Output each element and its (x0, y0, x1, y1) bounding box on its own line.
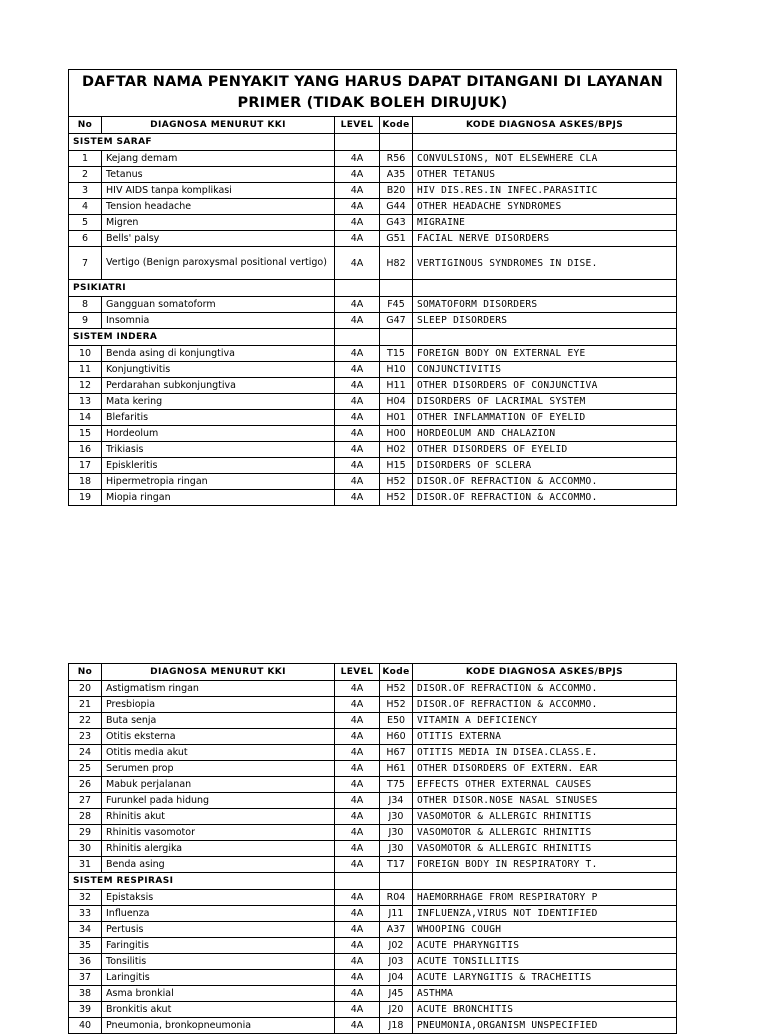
header-desc: KODE DIAGNOSA ASKES/BPJS (413, 664, 677, 681)
empty-cell (335, 329, 380, 346)
level-cell: 4A (335, 151, 380, 167)
level-cell: 4A (335, 297, 380, 313)
diagnosis-cell: Epistaksis (102, 890, 335, 906)
level-cell: 4A (335, 938, 380, 954)
row-number: 38 (69, 986, 102, 1002)
code-description-cell: VASOMOTOR & ALLERGIC RHINITIS (413, 809, 677, 825)
code-cell: J11 (380, 906, 413, 922)
code-description-cell: VASOMOTOR & ALLERGIC RHINITIS (413, 841, 677, 857)
table-row (69, 346, 677, 362)
code-description-cell: DISOR.OF REFRACTION & ACCOMMO. (413, 490, 677, 506)
level-cell: 4A (335, 199, 380, 215)
header-desc: KODE DIAGNOSA ASKES/BPJS (413, 117, 677, 134)
diagnosis-cell: Bells' palsy (102, 231, 335, 247)
row-number: 20 (69, 681, 102, 697)
table-row (69, 922, 677, 938)
code-description-cell: OTHER DISORDERS OF CONJUNCTIVA (413, 378, 677, 394)
table-row (69, 199, 677, 215)
diagnosis-cell: Episkleritis (102, 458, 335, 474)
row-number: 36 (69, 954, 102, 970)
level-cell: 4A (335, 313, 380, 329)
diagnosis-cell: Influenza (102, 906, 335, 922)
code-cell: H00 (380, 426, 413, 442)
level-cell: 4A (335, 713, 380, 729)
diagnosis-cell: Presbiopia (102, 697, 335, 713)
code-cell: J45 (380, 986, 413, 1002)
diagnosis-cell: Pertusis (102, 922, 335, 938)
row-number: 10 (69, 346, 102, 362)
row-number: 11 (69, 362, 102, 378)
section-row (69, 873, 677, 890)
diagnosis-cell: Hipermetropia ringan (102, 474, 335, 490)
table-row (69, 793, 677, 809)
table-row (69, 215, 677, 231)
diagnosis-cell: Insomnia (102, 313, 335, 329)
table-row (69, 825, 677, 841)
code-cell: H10 (380, 362, 413, 378)
code-description-cell: DISOR.OF REFRACTION & ACCOMMO. (413, 681, 677, 697)
header-level: LEVEL (335, 117, 380, 134)
diagnosis-cell: HIV AIDS tanpa komplikasi (102, 183, 335, 199)
code-cell: T17 (380, 857, 413, 873)
code-cell: H61 (380, 761, 413, 777)
code-description-cell: OTITIS MEDIA IN DISEA.CLASS.E. (413, 745, 677, 761)
table-row (69, 761, 677, 777)
code-cell: H52 (380, 474, 413, 490)
code-cell: J18 (380, 1018, 413, 1034)
code-description-cell: FOREIGN BODY IN RESPIRATORY T. (413, 857, 677, 873)
row-number: 6 (69, 231, 102, 247)
code-cell: G43 (380, 215, 413, 231)
code-description-cell: CONVULSIONS, NOT ELSEWHERE CLA (413, 151, 677, 167)
table-row (69, 1002, 677, 1018)
disease-table-2 (68, 663, 677, 1034)
empty-cell (380, 280, 413, 297)
code-description-cell: OTHER INFLAMMATION OF EYELID (413, 410, 677, 426)
code-cell: A35 (380, 167, 413, 183)
empty-cell (413, 280, 677, 297)
table-row (69, 151, 677, 167)
row-number: 26 (69, 777, 102, 793)
code-description-cell: HAEMORRHAGE FROM RESPIRATORY P (413, 890, 677, 906)
diagnosis-cell: Hordeolum (102, 426, 335, 442)
level-cell: 4A (335, 247, 380, 280)
table-row (69, 378, 677, 394)
code-cell: J34 (380, 793, 413, 809)
empty-cell (335, 134, 380, 151)
level-cell: 4A (335, 825, 380, 841)
header-no: No (69, 664, 102, 681)
code-description-cell: MIGRAINE (413, 215, 677, 231)
row-number: 14 (69, 410, 102, 426)
table-row (69, 777, 677, 793)
table-row (69, 890, 677, 906)
code-description-cell: OTHER TETANUS (413, 167, 677, 183)
code-cell: H15 (380, 458, 413, 474)
code-description-cell: SOMATOFORM DISORDERS (413, 297, 677, 313)
row-number: 29 (69, 825, 102, 841)
row-number: 35 (69, 938, 102, 954)
table-row (69, 297, 677, 313)
section-row (69, 280, 677, 297)
table-row (69, 809, 677, 825)
empty-cell (380, 134, 413, 151)
empty-cell (335, 280, 380, 297)
level-cell: 4A (335, 906, 380, 922)
code-description-cell: FOREIGN BODY ON EXTERNAL EYE (413, 346, 677, 362)
level-cell: 4A (335, 346, 380, 362)
diagnosis-cell: Benda asing (102, 857, 335, 873)
diagnosis-cell: Benda asing di konjungtiva (102, 346, 335, 362)
row-number: 1 (69, 151, 102, 167)
code-description-cell: DISOR.OF REFRACTION & ACCOMMO. (413, 474, 677, 490)
header-level: LEVEL (335, 664, 380, 681)
level-cell: 4A (335, 890, 380, 906)
code-description-cell: ACUTE PHARYNGITIS (413, 938, 677, 954)
table-row (69, 167, 677, 183)
level-cell: 4A (335, 922, 380, 938)
code-cell: H52 (380, 681, 413, 697)
code-description-cell: OTITIS EXTERNA (413, 729, 677, 745)
code-cell: H52 (380, 697, 413, 713)
code-description-cell: HIV DIS.RES.IN INFEC.PARASITIC (413, 183, 677, 199)
row-number: 25 (69, 761, 102, 777)
table-row (69, 474, 677, 490)
code-description-cell: OTHER HEADACHE SYNDROMES (413, 199, 677, 215)
row-number: 40 (69, 1018, 102, 1034)
code-cell: H60 (380, 729, 413, 745)
diagnosis-cell: Faringitis (102, 938, 335, 954)
code-description-cell: VERTIGINOUS SYNDROMES IN DISE. (413, 247, 677, 280)
level-cell: 4A (335, 215, 380, 231)
table-row (69, 697, 677, 713)
table-row (69, 183, 677, 199)
code-cell: T75 (380, 777, 413, 793)
diagnosis-cell: Tetanus (102, 167, 335, 183)
diagnosis-cell: Kejang demam (102, 151, 335, 167)
empty-cell (380, 329, 413, 346)
code-cell: H67 (380, 745, 413, 761)
code-cell: A37 (380, 922, 413, 938)
code-description-cell: INFLUENZA,VIRUS NOT IDENTIFIED (413, 906, 677, 922)
row-number: 8 (69, 297, 102, 313)
row-number: 7 (69, 247, 102, 280)
code-cell: J02 (380, 938, 413, 954)
empty-cell (413, 134, 677, 151)
level-cell: 4A (335, 231, 380, 247)
row-number: 39 (69, 1002, 102, 1018)
table-row (69, 231, 677, 247)
code-cell: R56 (380, 151, 413, 167)
header-diagnosis: DIAGNOSA MENURUT KKI (102, 117, 335, 134)
diagnosis-cell: Otitis eksterna (102, 729, 335, 745)
row-number: 5 (69, 215, 102, 231)
code-description-cell: ASTHMA (413, 986, 677, 1002)
header-no: No (69, 117, 102, 134)
row-number: 28 (69, 809, 102, 825)
level-cell: 4A (335, 474, 380, 490)
row-number: 3 (69, 183, 102, 199)
code-cell: G51 (380, 231, 413, 247)
code-cell: F45 (380, 297, 413, 313)
diagnosis-cell: Gangguan somatoform (102, 297, 335, 313)
code-description-cell: WHOOPING COUGH (413, 922, 677, 938)
level-cell: 4A (335, 729, 380, 745)
level-cell: 4A (335, 490, 380, 506)
diagnosis-cell: Mabuk perjalanan (102, 777, 335, 793)
table-row (69, 490, 677, 506)
diagnosis-cell: Otitis media akut (102, 745, 335, 761)
code-description-cell: SLEEP DISORDERS (413, 313, 677, 329)
code-cell: J30 (380, 825, 413, 841)
table-row (69, 713, 677, 729)
level-cell: 4A (335, 442, 380, 458)
level-cell: 4A (335, 793, 380, 809)
diagnosis-cell: Serumen prop (102, 761, 335, 777)
diagnosis-cell: Konjungtivitis (102, 362, 335, 378)
diagnosis-cell: Rhinitis akut (102, 809, 335, 825)
diagnosis-cell: Miopia ringan (102, 490, 335, 506)
header-row (69, 664, 677, 681)
diagnosis-cell: Trikiasis (102, 442, 335, 458)
row-number: 2 (69, 167, 102, 183)
code-description-cell: EFFECTS OTHER EXTERNAL CAUSES (413, 777, 677, 793)
table-row (69, 745, 677, 761)
header-kode: Kode (380, 117, 413, 134)
table-row (69, 426, 677, 442)
diagnosis-cell: Asma bronkial (102, 986, 335, 1002)
row-number: 22 (69, 713, 102, 729)
row-number: 30 (69, 841, 102, 857)
level-cell: 4A (335, 745, 380, 761)
header-kode: Kode (380, 664, 413, 681)
table-row (69, 986, 677, 1002)
diagnosis-cell: Pneumonia, bronkopneumonia (102, 1018, 335, 1034)
section-row (69, 329, 677, 346)
diagnosis-cell: Mata kering (102, 394, 335, 410)
code-cell: H52 (380, 490, 413, 506)
level-cell: 4A (335, 857, 380, 873)
code-cell: H02 (380, 442, 413, 458)
row-number: 4 (69, 199, 102, 215)
level-cell: 4A (335, 809, 380, 825)
table-row (69, 729, 677, 745)
code-description-cell: ACUTE LARYNGITIS & TRACHEITIS (413, 970, 677, 986)
row-number: 37 (69, 970, 102, 986)
code-cell: H04 (380, 394, 413, 410)
diagnosis-cell: Furunkel pada hidung (102, 793, 335, 809)
table-row (69, 906, 677, 922)
diagnosis-cell: Bronkitis akut (102, 1002, 335, 1018)
table-row (69, 313, 677, 329)
code-description-cell: ACUTE TONSILLITIS (413, 954, 677, 970)
code-cell: J20 (380, 1002, 413, 1018)
empty-cell (413, 329, 677, 346)
code-cell: E50 (380, 713, 413, 729)
row-number: 12 (69, 378, 102, 394)
table-row (69, 442, 677, 458)
empty-cell (413, 873, 677, 890)
diagnosis-cell: Rhinitis alergika (102, 841, 335, 857)
diagnosis-cell: Buta senja (102, 713, 335, 729)
code-description-cell: OTHER DISORDERS OF EYELID (413, 442, 677, 458)
code-description-cell: DISORDERS OF SCLERA (413, 458, 677, 474)
code-description-cell: DISORDERS OF LACRIMAL SYSTEM (413, 394, 677, 410)
level-cell: 4A (335, 426, 380, 442)
level-cell: 4A (335, 1002, 380, 1018)
level-cell: 4A (335, 841, 380, 857)
row-number: 33 (69, 906, 102, 922)
level-cell: 4A (335, 167, 380, 183)
section-title: SISTEM RESPIRASI (69, 873, 335, 890)
section-title: PSIKIATRI (69, 280, 335, 297)
row-number: 21 (69, 697, 102, 713)
code-cell: H11 (380, 378, 413, 394)
row-number: 23 (69, 729, 102, 745)
table-row (69, 938, 677, 954)
code-description-cell: VASOMOTOR & ALLERGIC RHINITIS (413, 825, 677, 841)
row-number: 13 (69, 394, 102, 410)
level-cell: 4A (335, 697, 380, 713)
table-row (69, 394, 677, 410)
level-cell: 4A (335, 986, 380, 1002)
empty-cell (335, 873, 380, 890)
diagnosis-cell: Tonsilitis (102, 954, 335, 970)
diagnosis-cell: Migren (102, 215, 335, 231)
header-row (69, 117, 677, 134)
level-cell: 4A (335, 410, 380, 426)
section-title: SISTEM SARAF (69, 134, 335, 151)
level-cell: 4A (335, 458, 380, 474)
level-cell: 4A (335, 183, 380, 199)
code-cell: J30 (380, 809, 413, 825)
code-description-cell: FACIAL NERVE DISORDERS (413, 231, 677, 247)
table-row (69, 954, 677, 970)
level-cell: 4A (335, 681, 380, 697)
level-cell: 4A (335, 362, 380, 378)
empty-cell (380, 873, 413, 890)
diagnosis-cell: Perdarahan subkonjungtiva (102, 378, 335, 394)
diagnosis-cell: Rhinitis vasomotor (102, 825, 335, 841)
section-row (69, 134, 677, 151)
row-number: 18 (69, 474, 102, 490)
code-description-cell: VITAMIN A DEFICIENCY (413, 713, 677, 729)
code-description-cell: ACUTE BRONCHITIS (413, 1002, 677, 1018)
code-cell: H01 (380, 410, 413, 426)
diagnosis-cell: Astigmatism ringan (102, 681, 335, 697)
section-title: SISTEM INDERA (69, 329, 335, 346)
diagnosis-cell: Laringitis (102, 970, 335, 986)
row-number: 15 (69, 426, 102, 442)
code-cell: B20 (380, 183, 413, 199)
code-cell: G44 (380, 199, 413, 215)
table-row (69, 857, 677, 873)
row-number: 17 (69, 458, 102, 474)
level-cell: 4A (335, 954, 380, 970)
row-number: 34 (69, 922, 102, 938)
table-row (69, 247, 677, 280)
diagnosis-cell: Vertigo (Benign paroxysmal positional vertigo) (102, 247, 335, 280)
code-cell: R04 (380, 890, 413, 906)
code-description-cell: PNEUMONIA,ORGANISM UNSPECIFIED (413, 1018, 677, 1034)
level-cell: 4A (335, 970, 380, 986)
row-number: 19 (69, 490, 102, 506)
level-cell: 4A (335, 761, 380, 777)
code-cell: J30 (380, 841, 413, 857)
diagnosis-cell: Tension headache (102, 199, 335, 215)
row-number: 9 (69, 313, 102, 329)
code-cell: J04 (380, 970, 413, 986)
level-cell: 4A (335, 378, 380, 394)
level-cell: 4A (335, 1018, 380, 1034)
code-cell: G47 (380, 313, 413, 329)
table-row (69, 970, 677, 986)
code-cell: H82 (380, 247, 413, 280)
row-number: 16 (69, 442, 102, 458)
disease-table-1 (68, 69, 677, 506)
row-number: 24 (69, 745, 102, 761)
table-row (69, 410, 677, 426)
table-row (69, 841, 677, 857)
table-row (69, 681, 677, 697)
code-description-cell: HORDEOLUM AND CHALAZION (413, 426, 677, 442)
code-description-cell: OTHER DISORDERS OF EXTERN. EAR (413, 761, 677, 777)
code-cell: J03 (380, 954, 413, 970)
code-cell: T15 (380, 346, 413, 362)
page-title: DAFTAR NAMA PENYAKIT YANG HARUS DAPAT DITANGANI DI LAYANAN PRIMER (TIDAK BOLEH DIRUJUK) (69, 70, 677, 117)
table-row (69, 458, 677, 474)
diagnosis-cell: Blefaritis (102, 410, 335, 426)
level-cell: 4A (335, 777, 380, 793)
header-diagnosis: DIAGNOSA MENURUT KKI (102, 664, 335, 681)
row-number: 27 (69, 793, 102, 809)
code-description-cell: OTHER DISOR.NOSE NASAL SINUSES (413, 793, 677, 809)
code-description-cell: DISOR.OF REFRACTION & ACCOMMO. (413, 697, 677, 713)
row-number: 32 (69, 890, 102, 906)
code-description-cell: CONJUNCTIVITIS (413, 362, 677, 378)
level-cell: 4A (335, 394, 380, 410)
row-number: 31 (69, 857, 102, 873)
table-row (69, 362, 677, 378)
table-row (69, 1018, 677, 1034)
